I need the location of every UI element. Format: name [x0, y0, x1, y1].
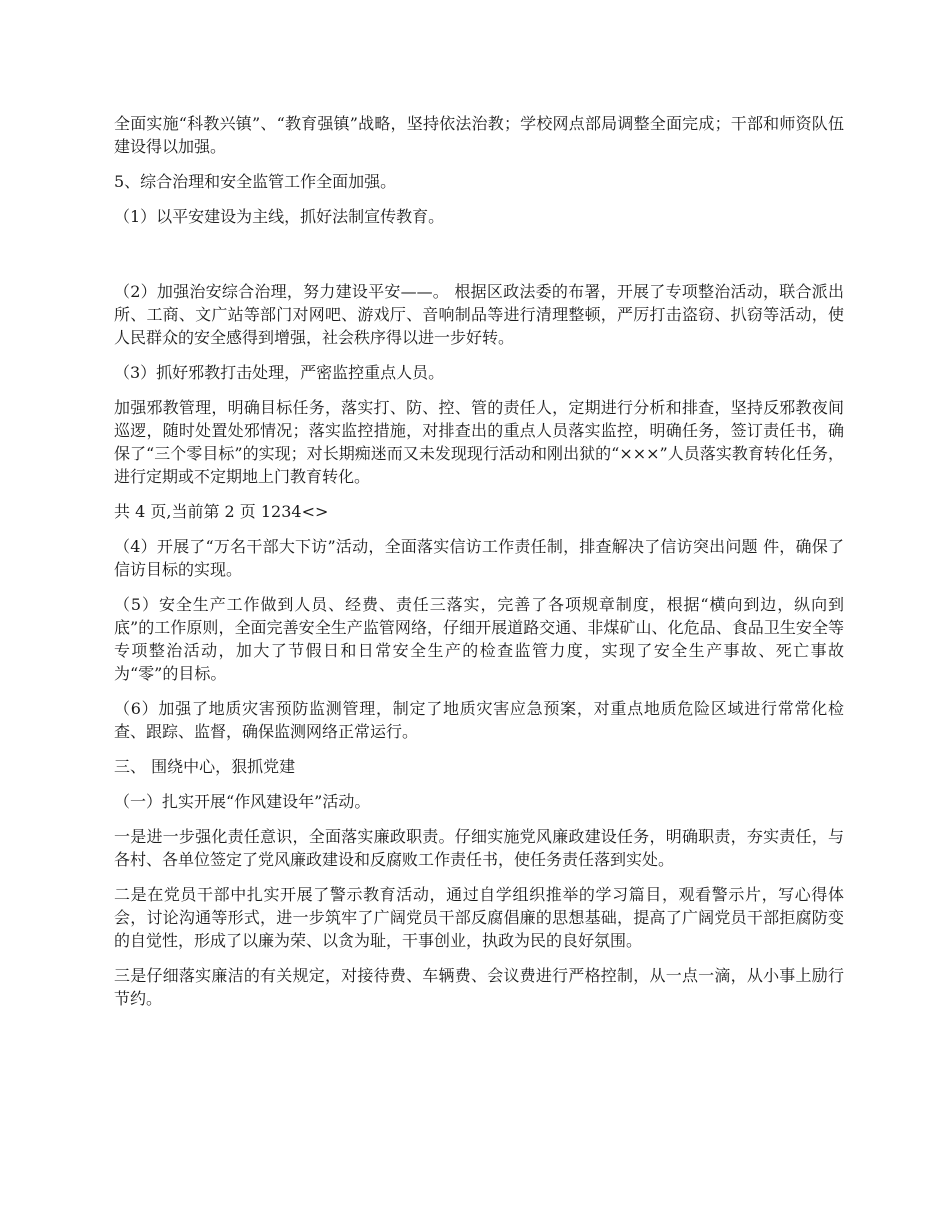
subheading-cult-control: （3）抓好邪教打击处理，严密监控重点人员。 — [114, 363, 445, 382]
paragraph-safety-production: （5）安全生产工作做到人员、经费、责任三落实，完善了各项规章制度，根据“横向到边，纵向到底”的工作原则，全面完善安全生产监管网络，仔细开展道路交通、非煤矿山、化危品、食品卫生安全等专项整治活动，加大了节假日和日常安全生产的检查监管力度，实现了安全生产事故、死亡事故为“零”的目标。 — [114, 595, 844, 683]
paragraph-geological-disaster: （6）加强了地质灾害预防监测管理，制定了地质灾害应急预案，对重点地质危险区域进行常常化检查、跟踪、监督，确保监测网络正常运行。 — [114, 699, 844, 741]
document-page — [114, 112, 844, 1022]
paragraph-frugality: 三是仔细落实廉洁的有关规定，对接待费、车辆费、会议费进行严格控制，从一点一滴，从小事上励行节约。 — [114, 966, 844, 1008]
paragraph-education: 全面实施“科教兴镇”、“教育强镇”战略，坚持依法治教；学校网点部局调整全面完成；干部和师资队伍建设得以加强。 — [114, 114, 844, 156]
subheading-work-style-year: （一）扎实开展“作风建设年”活动。 — [114, 792, 371, 811]
paragraph-warning-education: 二是在党员干部中扎实开展了警示教育活动，通过自学组织推举的学习篇目，观看警示片，写心得体会，讨论沟通等形式，进一步筑牢了广阔党员干部反腐倡廉的思想基础，提高了广阔党员干部拒腐防变的自觉性，形成了以廉为荣、以贪为耻，干事创业，执政为民的良好氛围。 — [114, 885, 844, 950]
paragraph-cult-management: 加强邪教管理，明确目标任务，落实打、防、控、管的责任人，定期进行分析和排查，坚持反邪教夜间巡逻，随时处置处邪情况；落实监控措施，对排查出的重点人员落实监控，明确任务，签订责任书，确保了“三个零目标”的实现；对长期痴迷而又未发现现行活动和刚出狱的“×××”人员落实教育转化任务，进行定期或不定期地上门教育转化。 — [114, 398, 844, 486]
paragraph-responsibility: 一是进一步强化责任意识，全面落实廉政职责。仔细实施党风廉政建设任务，明确职责，夯实责任，与各村、各单位签定了党风廉政建设和反腐败工作责任书，使任务责任落到实处。 — [114, 827, 844, 869]
blank-gap — [114, 240, 844, 280]
paragraph-petition-visits: （4）开展了“万名干部大下访”活动，全面落实信访工作责任制，排查解决了信访突出问题 件，确保了信访目标的实现。 — [114, 537, 844, 579]
paragraph-public-security: （2）加强治安综合治理，努力建设平安——。 根据区政法委的布署，开展了专项整治活动，联合派出所、工商、文广站等部门对网吧、游戏厅、音响制品等进行清理整顿，严厉打击盗窃、扒窃等活动，使人民群众的安全感得到增强，社会秩序得以进一步好转。 — [114, 282, 844, 347]
heading-comprehensive-governance: 5、综合治理和安全监管工作全面加强。 — [114, 172, 397, 191]
page-indicator: 共 4 页,当前第 2 页 1234<> — [114, 502, 329, 521]
subheading-legal-education: （1）以平安建设为主线，抓好法制宣传教育。 — [114, 207, 445, 226]
section-heading-party-building: 三、 围绕中心，狠抓党建 — [114, 757, 296, 776]
